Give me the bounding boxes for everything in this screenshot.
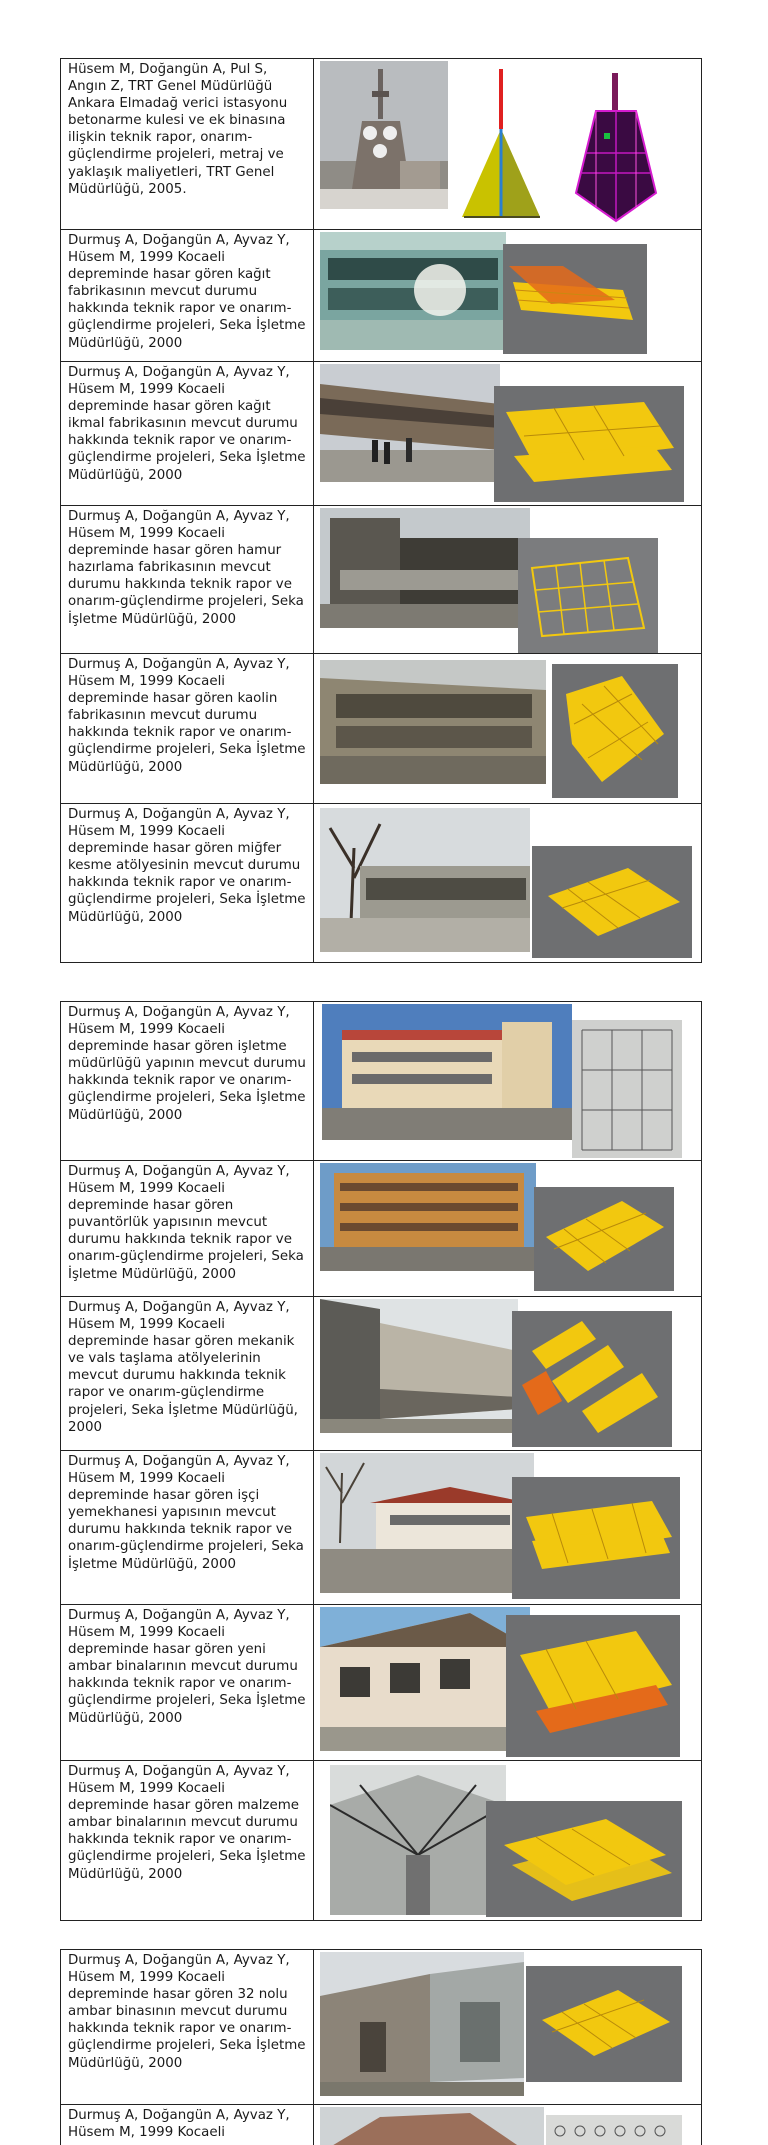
project-images bbox=[316, 1161, 701, 1296]
project-images bbox=[316, 362, 701, 505]
project-images bbox=[316, 804, 701, 962]
table-row bbox=[61, 505, 701, 653]
structural-model bbox=[503, 244, 647, 354]
building-photo bbox=[320, 1163, 536, 1271]
structural-model bbox=[512, 1311, 672, 1447]
structural-model bbox=[486, 1801, 682, 1917]
structural-model bbox=[506, 1615, 680, 1757]
reference-text: Durmuş A, Doğangün A, Ayvaz Y, Hüsem M, 1999 Kocaeli depreminde hasar gören kağıt fabrikasının mevcut durumu hakkında teknik rapor ve onarım-güçlendirme projeleri, Seka İşletme Müdürlüğü, 2000 bbox=[61, 230, 314, 361]
reference-text: Durmuş A, Doğangün A, Ayvaz Y, Hüsem M, 1999 Kocaeli depreminde hasar gören işletme müdürlüğü yapının mevcut durumu hakkında teknik rapor ve onarım-güçlendirme projeleri, Seka İşletme Müdürlüğü, 2000 bbox=[61, 1002, 314, 1160]
reference-text: Durmuş A, Doğangün A, Ayvaz Y, Hüsem M, 1999 Kocaeli depreminde hasar gören puvantörlük yapısının mevcut durumu hakkında teknik rapor ve onarım-güçlendirme projeleri, Seka İşletme Müdürlüğü, 2000 bbox=[61, 1161, 314, 1296]
table-row bbox=[61, 653, 701, 803]
project-images bbox=[316, 59, 701, 229]
building-photo bbox=[320, 1607, 530, 1751]
building-photo bbox=[320, 1952, 524, 2096]
building-photo bbox=[320, 2107, 544, 2145]
table-row bbox=[61, 1604, 701, 1760]
floor-plan-drawing bbox=[572, 1020, 682, 1158]
structural-model bbox=[494, 386, 684, 502]
project-images bbox=[316, 230, 701, 361]
structural-model bbox=[552, 664, 678, 798]
reference-text: Durmuş A, Doğangün A, Ayvaz Y, Hüsem M, 1999 Kocaeli depreminde hasar gören malzeme ambar binalarının mevcut durumu hakkında teknik rapor ve onarım-güçlendirme projeleri, Seka İşletme Müdürlüğü, 2000 bbox=[61, 1761, 314, 1920]
reference-text: Durmuş A, Doğangün A, Ayvaz Y, Hüsem M, 1999 Kocaeli depreminde hasar gören mekanik ve vals taşlama atölyelerinin mevcut durumu hakkında teknik rapor ve onarım-güçlendirme projeleri, Seka İşletme Müdürlüğü, 2000 bbox=[61, 1297, 314, 1450]
table-row bbox=[61, 1450, 701, 1604]
building-photo bbox=[322, 1004, 572, 1140]
plan-drawing bbox=[546, 2115, 682, 2145]
reference-table-3 bbox=[60, 1949, 702, 2145]
reference-text: Durmuş A, Doğangün A, Ayvaz Y, Hüsem M, 1999 Kocaeli depreminde hasar gören kağıt ikmal fabrikasının mevcut durumu hakkında teknik rapor ve onarım-güçlendirme projeleri, Seka İşletme Müdürlüğü, 2000 bbox=[61, 362, 314, 505]
structural-model bbox=[512, 1477, 680, 1599]
tower-mesh-graphic bbox=[566, 73, 666, 223]
building-photo bbox=[320, 1453, 534, 1593]
project-images bbox=[316, 1761, 701, 1920]
project-images bbox=[316, 1297, 701, 1450]
table-row bbox=[61, 1760, 701, 1920]
reference-text: Durmuş A, Doğangün A, Ayvaz Y, Hüsem M, 1999 Kocaeli depreminde hasar gören 32 nolu ambar binasının mevcut durumu hakkında teknik rapor ve onarım-güçlendirme projeleri, Seka İşletme Müdürlüğü, 2000 bbox=[61, 1950, 314, 2104]
structural-frame-model bbox=[518, 538, 658, 653]
structural-model bbox=[532, 846, 692, 958]
building-photo bbox=[320, 660, 546, 784]
table-row bbox=[61, 1002, 701, 1160]
building-photo bbox=[320, 808, 530, 952]
reference-table-1 bbox=[60, 58, 702, 963]
reference-text: Durmuş A, Doğangün A, Ayvaz Y, Hüsem M, 1999 Kocaeli depreminde hasar gören işçi yemekhanesi yapısının mevcut durumu hakkında teknik rapor ve onarım-güçlendirme projeleri, Seka İşletme Müdürlüğü, 2000 bbox=[61, 1451, 314, 1604]
project-images bbox=[316, 1950, 701, 2104]
table-row bbox=[61, 1950, 701, 2104]
reference-text: Durmuş A, Doğangün A, Ayvaz Y, Hüsem M, 1999 Kocaeli depreminde hasar gören yeni ambar binalarının mevcut durumu hakkında teknik rapor ve onarım-güçlendirme projeleri, Seka İşletme Müdürlüğü, 2000 bbox=[61, 1605, 314, 1760]
table-row bbox=[61, 361, 701, 505]
building-photo bbox=[320, 1299, 518, 1433]
project-images bbox=[316, 2105, 701, 2145]
tower-model-graphic bbox=[454, 67, 550, 219]
table-row bbox=[61, 1160, 701, 1296]
table-row bbox=[61, 229, 701, 361]
reference-text: Durmuş A, Doğangün A, Ayvaz Y, Hüsem M, 1999 Kocaeli bbox=[61, 2105, 314, 2145]
table-row bbox=[61, 803, 701, 962]
reference-text: Hüsem M, Doğangün A, Pul S, Angın Z, TRT Genel Müdürlüğü Ankara Elmadağ verici istasyonu betonarme kulesi ve ek binasına ilişkin teknik rapor, onarım-güçlendirme projeleri, metraj ve yaklaşık maliyetleri, TRT Genel Müdürlüğü, 2005. bbox=[61, 59, 314, 229]
reference-text: Durmuş A, Doğangün A, Ayvaz Y, Hüsem M, 1999 Kocaeli depreminde hasar gören miğfer kesme atölyesinin mevcut durumu hakkında teknik rapor ve onarım-güçlendirme projeleri, Seka İşletme Müdürlüğü, 2000 bbox=[61, 804, 314, 962]
table-row bbox=[61, 1296, 701, 1450]
reference-text: Durmuş A, Doğangün A, Ayvaz Y, Hüsem M, 1999 Kocaeli depreminde hasar gören kaolin fabrikasının mevcut durumu hakkında teknik rapor ve onarım-güçlendirme projeleri, Seka İşletme Müdürlüğü, 2000 bbox=[61, 654, 314, 803]
building-photo bbox=[320, 508, 530, 628]
building-photo bbox=[320, 364, 500, 482]
project-images bbox=[316, 1002, 701, 1160]
project-images bbox=[316, 506, 701, 653]
structural-model bbox=[534, 1187, 674, 1291]
project-images bbox=[316, 654, 701, 803]
reference-table-2 bbox=[60, 1001, 702, 1921]
structural-model bbox=[526, 1966, 682, 2082]
hall-interior-photo bbox=[330, 1765, 506, 1915]
project-images bbox=[316, 1605, 701, 1760]
reference-text: Durmuş A, Doğangün A, Ayvaz Y, Hüsem M, 1999 Kocaeli depreminde hasar gören hamur hazırlama fabrikasının mevcut durumu hakkında teknik rapor ve onarım-güçlendirme projeleri, Seka İşletme Müdürlüğü, 2000 bbox=[61, 506, 314, 653]
project-images bbox=[316, 1451, 701, 1604]
table-row bbox=[61, 2104, 701, 2145]
building-photo bbox=[320, 232, 506, 350]
tower-photo bbox=[320, 61, 448, 209]
table-row bbox=[61, 59, 701, 229]
